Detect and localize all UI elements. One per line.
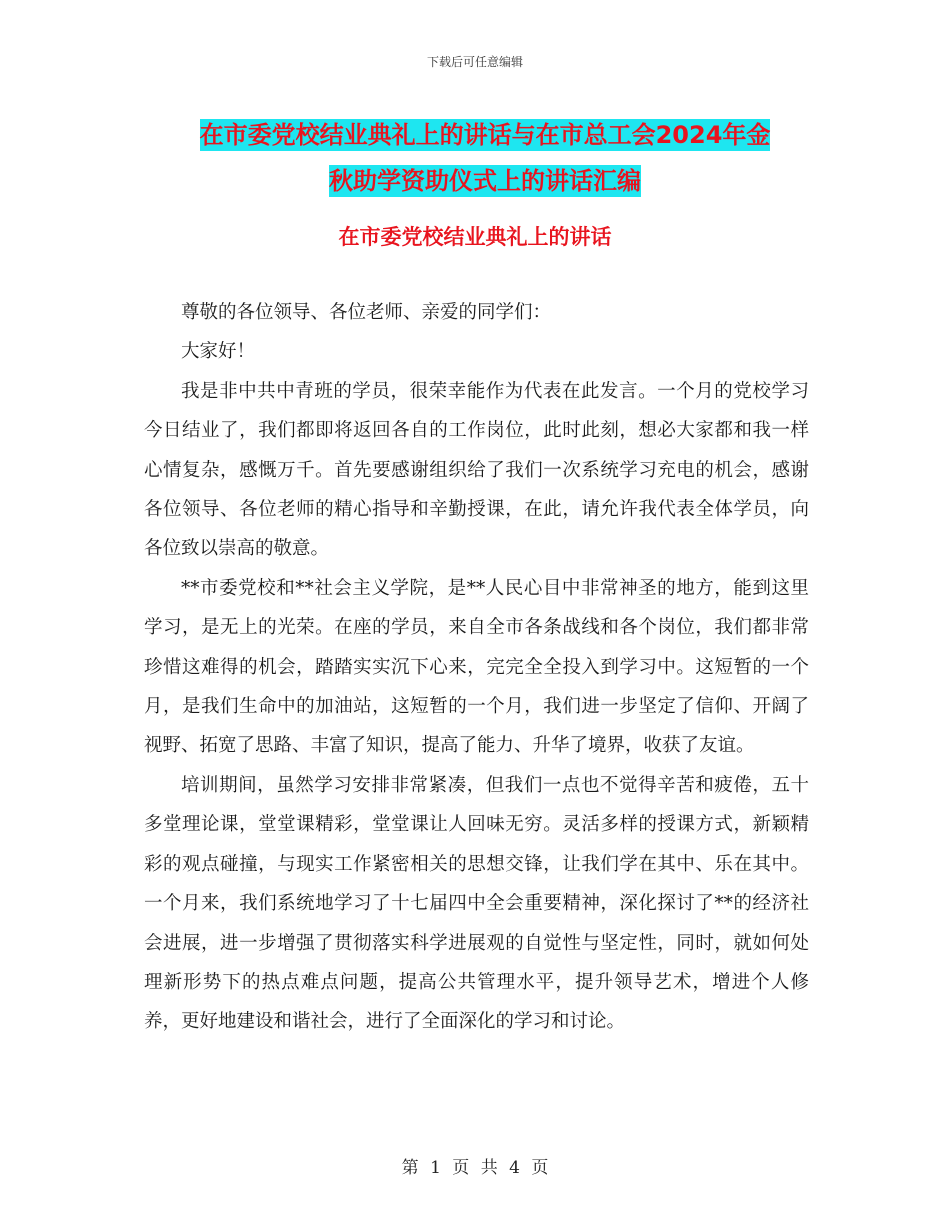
paragraph: **市委党校和**社会主义学院，是**人民心目中非常神圣的地方，能到这里学习，是无上的光荣。在座的学员，来自全市各条战线和各个岗位，我们都非常珍惜这难得的机会，踏踏实实沉下心来，完完全全投入到学习中。这短暂的一个月，是我们生命中的加油站，这短暂的一个月，我们进一步坚定了信仰、开阔了视野、拓宽了思路、丰富了知识，提高了能力、升华了境界，收获了友谊。 xyxy=(144,577,809,757)
section-title: 在市委党校结业典礼上的讲话 xyxy=(338,225,612,249)
header-note: 下载后可任意编辑 xyxy=(426,55,523,69)
paragraph-salutation: 尊敬的各位领导、各位老师、亲爱的同学们： xyxy=(181,302,552,323)
page-footer: 第 1 页 共 4 页 xyxy=(401,1158,549,1178)
paragraph-greeting: 大家好！ xyxy=(181,341,256,363)
document-title xyxy=(140,112,830,204)
document-title-line-2: 秋助学资助仪式上的讲话汇编 xyxy=(329,167,641,195)
paragraph: 培训期间，虽然学习安排非常紧凑，但我们一点也不觉得辛苦和疲倦，五十多堂理论课，堂堂课精彩，堂堂课让人回味无穷。灵活多样的授课方式，新颖精彩的观点碰撞，与现实工作紧密相关的思想交锋，让我们学在其中、乐在其中。一个月来，我们系统地学习了十七届四中全会重要精神，深化探讨了**的经济社会进展，进一步增强了贯彻落实科学进展观的自觉性与坚定性，同时，就如何处理新形势下的热点难点问题，提高公共管理水平，提升领导艺术，增进个人修养，更好地建设和谐社会，进行了全面深化的学习和讨论。 xyxy=(144,774,809,1033)
document-body xyxy=(144,293,809,1042)
document-title-line-1: 在市委党校结业典礼上的讲话与在市总工会2024年金 xyxy=(199,121,771,149)
paragraph: 我是非中共中青班的学员，很荣幸能作为代表在此发言。一个月的党校学习今日结业了，我们都即将返回各自的工作岗位，此时此刻，想必大家都和我一样心情复杂，感慨万千。首先要感谢组织给了我们一次系统学习充电的机会，感谢各位领导、各位老师的精心指导和辛勤授课，在此，请允许我代表全体学员，向各位致以崇高的敬意。 xyxy=(144,380,809,560)
